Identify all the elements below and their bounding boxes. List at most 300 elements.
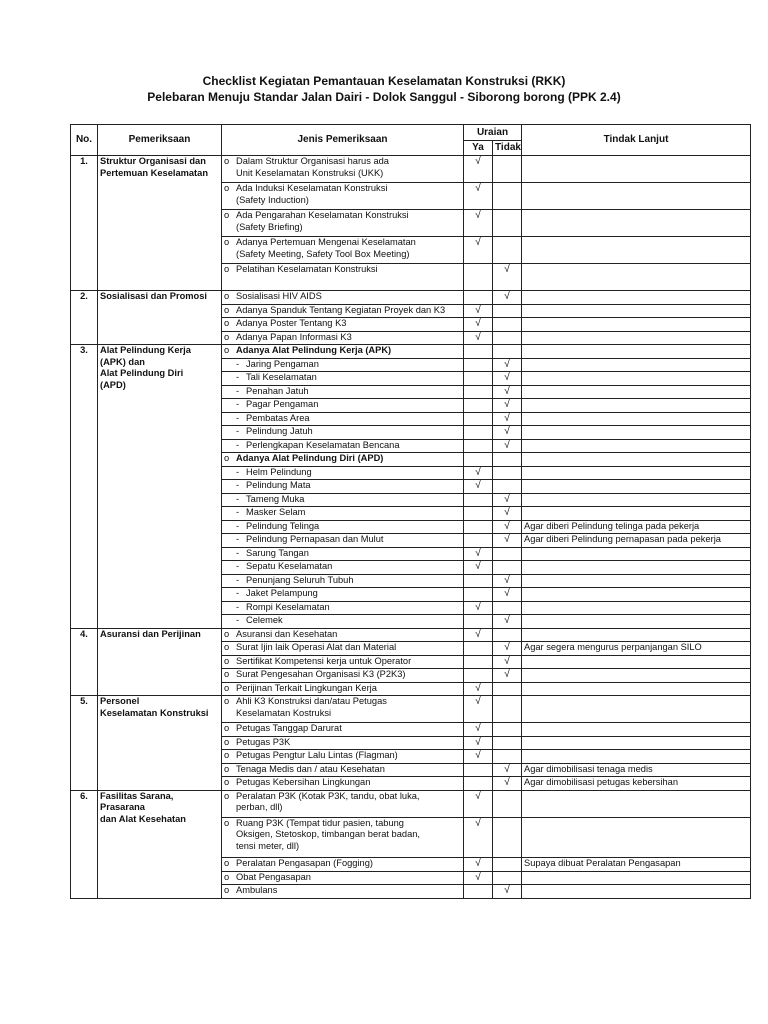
inspection-item xyxy=(222,763,464,777)
inspection-item-text: Unit Keselamatan Konstruksi (UKK) xyxy=(236,167,384,178)
ya-cell xyxy=(464,480,493,494)
section-title-line: Sosialisasi dan Promosi xyxy=(100,291,207,301)
header-tindak-lanjut: Tindak Lanjut xyxy=(522,125,751,156)
inspection-item-line xyxy=(224,156,461,168)
header-pemeriksaan: Pemeriksaan xyxy=(98,125,222,156)
inspection-item-line xyxy=(224,210,461,222)
bullet-marker: o xyxy=(224,628,230,639)
ya-cell xyxy=(464,466,493,480)
tindak-lanjut-cell xyxy=(522,183,751,210)
dash-marker: - xyxy=(236,561,240,571)
inspection-item xyxy=(222,412,464,426)
section-title-line: Personel xyxy=(100,696,140,706)
tidak-cell xyxy=(493,358,522,372)
ya-cell xyxy=(464,304,493,318)
tindak-lanjut-cell xyxy=(522,507,751,521)
checkmark-icon: √ xyxy=(504,588,510,599)
checkmark-icon: √ xyxy=(475,682,481,694)
inspection-item-line xyxy=(224,222,461,234)
header-no: No. xyxy=(71,125,98,156)
tidak-cell xyxy=(493,331,522,345)
bullet-marker: o xyxy=(224,318,230,328)
bullet-marker: o xyxy=(224,669,230,679)
bullet-marker: o xyxy=(224,237,230,247)
inspection-item-line xyxy=(224,764,461,776)
section-title xyxy=(98,628,222,696)
ya-cell xyxy=(464,520,493,534)
ya-cell xyxy=(464,345,493,359)
section-title xyxy=(98,156,222,291)
header-ya: Ya xyxy=(464,141,493,156)
section-title-line: Fasilitas Sarana, xyxy=(100,790,174,801)
tindak-lanjut-cell xyxy=(522,439,751,453)
inspection-item-line xyxy=(224,575,461,587)
ya-cell xyxy=(464,412,493,426)
tidak-cell xyxy=(493,817,522,858)
tidak-cell xyxy=(493,156,522,183)
tindak-lanjut-cell xyxy=(522,696,751,723)
inspection-item-text: Oksigen, Stetoskop, timbangan berat badan, xyxy=(236,829,420,840)
inspection-item-line xyxy=(224,413,461,425)
ya-cell xyxy=(464,183,493,210)
inspection-item-line xyxy=(224,183,461,195)
inspection-item-line xyxy=(224,829,461,841)
tidak-cell xyxy=(493,601,522,615)
bullet-marker: o xyxy=(224,210,230,220)
inspection-item-text: perban, dll) xyxy=(236,802,283,813)
tidak-cell xyxy=(493,871,522,885)
section-title-line: Keselamatan Konstruksi xyxy=(100,707,209,718)
section-title xyxy=(98,790,222,898)
inspection-item-text: Pelindung Mata xyxy=(246,480,311,490)
ya-cell xyxy=(464,561,493,575)
table-row xyxy=(71,345,751,359)
checkmark-icon: √ xyxy=(475,736,481,748)
inspection-item xyxy=(222,493,464,507)
tidak-cell xyxy=(493,642,522,656)
tindak-lanjut-cell: Agar dimobilisasi tenaga medis xyxy=(522,763,751,777)
inspection-item-line xyxy=(224,656,461,668)
tidak-cell xyxy=(493,493,522,507)
tidak-cell xyxy=(493,736,522,750)
ya-cell xyxy=(464,372,493,386)
inspection-item-line xyxy=(224,345,461,357)
inspection-item-line xyxy=(224,332,461,344)
inspection-item xyxy=(222,615,464,629)
tindak-lanjut-cell xyxy=(522,237,751,264)
tidak-cell xyxy=(493,588,522,602)
dash-marker: - xyxy=(236,534,240,544)
inspection-item xyxy=(222,520,464,534)
checkmark-icon: √ xyxy=(504,264,510,275)
section-title xyxy=(98,291,222,345)
inspection-item-line xyxy=(224,386,461,398)
tidak-cell xyxy=(493,345,522,359)
inspection-item-text: Peralatan P3K (Kotak P3K, tandu, obat luka, xyxy=(236,790,420,801)
section-number: 6. xyxy=(71,790,98,898)
inspection-item-text: Sarung Tangan xyxy=(246,547,309,558)
tindak-lanjut-cell: Agar segera mengurus perpanjangan SILO xyxy=(522,642,751,656)
ya-cell xyxy=(464,493,493,507)
inspection-item-line xyxy=(224,264,461,276)
checkmark-icon: √ xyxy=(475,156,481,167)
table-row xyxy=(71,291,751,305)
dash-marker: - xyxy=(236,507,240,517)
table-row xyxy=(71,790,751,817)
checkmark-icon: √ xyxy=(475,547,481,559)
inspection-item xyxy=(222,642,464,656)
inspection-item xyxy=(222,885,464,899)
section-title-line: (APK) dan xyxy=(100,356,145,367)
tidak-cell xyxy=(493,507,522,521)
checkmark-icon: √ xyxy=(475,858,481,869)
inspection-item-text: Pelindung Pernapasan dan Mulut xyxy=(246,534,384,544)
inspection-item xyxy=(222,736,464,750)
inspection-item-text: Adanya Alat Pelindung Diri (APD) xyxy=(236,453,384,463)
checkmark-icon: √ xyxy=(475,480,481,491)
inspection-item-line xyxy=(224,818,461,830)
tidak-cell xyxy=(493,696,522,723)
inspection-item xyxy=(222,696,464,723)
inspection-item-line xyxy=(224,696,461,708)
inspection-item-text: Petugas P3K xyxy=(236,736,291,747)
inspection-item xyxy=(222,210,464,237)
inspection-item xyxy=(222,304,464,318)
tindak-lanjut-cell xyxy=(522,493,751,507)
inspection-item-text: Ruang P3K (Tempat tidur pasien, tabung xyxy=(236,817,404,828)
inspection-item-text: Adanya Alat Pelindung Kerja (APK) xyxy=(236,345,392,355)
dash-marker: - xyxy=(236,588,240,598)
tidak-cell xyxy=(493,763,522,777)
inspection-item-line xyxy=(224,669,461,681)
inspection-item-text: (Safety Meeting, Safety Tool Box Meeting) xyxy=(236,248,410,259)
bullet-marker: o xyxy=(224,655,230,666)
ya-cell xyxy=(464,655,493,669)
tidak-cell xyxy=(493,561,522,575)
tidak-cell xyxy=(493,318,522,332)
inspection-item xyxy=(222,399,464,413)
bullet-marker: o xyxy=(224,156,230,166)
inspection-item xyxy=(222,331,464,345)
tindak-lanjut-cell xyxy=(522,628,751,642)
inspection-item-text: Adanya Papan Informasi K3 xyxy=(236,331,352,342)
dash-marker: - xyxy=(236,466,240,477)
ya-cell xyxy=(464,507,493,521)
inspection-item xyxy=(222,561,464,575)
section-title-line: Prasarana xyxy=(100,802,145,813)
inspection-item xyxy=(222,318,464,332)
ya-cell xyxy=(464,547,493,561)
inspection-item-line xyxy=(224,359,461,371)
inspection-item-text: Ada Induksi Keselamatan Konstruksi xyxy=(236,183,388,193)
inspection-item-text: Obat Pengasapan xyxy=(236,871,311,882)
inspection-item-text: Rompi Keselamatan xyxy=(246,601,330,612)
section-title xyxy=(98,696,222,791)
bullet-marker: o xyxy=(224,777,230,787)
bullet-marker: o xyxy=(224,304,230,315)
tidak-cell xyxy=(493,237,522,264)
inspection-item-text: Jaket Pelampung xyxy=(246,588,318,598)
tidak-cell xyxy=(493,858,522,872)
ya-cell xyxy=(464,885,493,899)
ya-cell xyxy=(464,156,493,183)
checkmark-icon: √ xyxy=(504,777,510,788)
section-number: 1. xyxy=(71,156,98,291)
inspection-item-line xyxy=(224,399,461,411)
table-row xyxy=(71,156,751,183)
inspection-item-text: Perlengkapan Keselamatan Bencana xyxy=(246,439,400,450)
inspection-item-line xyxy=(224,723,461,735)
tidak-cell xyxy=(493,372,522,386)
inspection-item-line xyxy=(224,237,461,249)
ya-cell xyxy=(464,669,493,683)
tindak-lanjut-cell xyxy=(522,871,751,885)
inspection-item xyxy=(222,858,464,872)
ya-cell xyxy=(464,696,493,723)
tindak-lanjut-cell xyxy=(522,453,751,467)
dash-marker: - xyxy=(236,493,240,504)
tidak-cell xyxy=(493,385,522,399)
bullet-marker: o xyxy=(224,453,230,463)
tidak-cell xyxy=(493,790,522,817)
tindak-lanjut-cell xyxy=(522,372,751,386)
tindak-lanjut-cell xyxy=(522,601,751,615)
inspection-item-line xyxy=(224,629,461,641)
inspection-item-line xyxy=(224,195,461,207)
inspection-item xyxy=(222,345,464,359)
tindak-lanjut-cell: Agar diberi Pelindung pernapasan pada pekerja xyxy=(522,534,751,548)
inspection-item xyxy=(222,790,464,817)
inspection-item-line xyxy=(224,440,461,452)
tindak-lanjut-cell: Agar dimobilisasi petugas kebersihan xyxy=(522,777,751,791)
checkmark-icon: √ xyxy=(475,696,481,707)
inspection-item-text: Keselamatan Kostruksi xyxy=(236,707,332,718)
inspection-item-text: (Safety Induction) xyxy=(236,194,309,205)
tindak-lanjut-cell xyxy=(522,426,751,440)
inspection-item-text: Penahan Jatuh xyxy=(246,385,309,396)
checkmark-icon: √ xyxy=(475,318,481,329)
checkmark-icon: √ xyxy=(475,331,481,343)
tidak-cell xyxy=(493,547,522,561)
section-title-line: Pertemuan Keselamatan xyxy=(100,167,208,178)
inspection-item-text: Celemek xyxy=(246,615,283,625)
inspection-item xyxy=(222,777,464,791)
tindak-lanjut-cell xyxy=(522,750,751,764)
tidak-cell xyxy=(493,264,522,291)
tidak-cell xyxy=(493,682,522,696)
checkmark-icon: √ xyxy=(504,426,510,437)
checklist-table xyxy=(70,124,751,899)
inspection-item-line xyxy=(224,168,461,180)
header-uraian: Uraian xyxy=(464,125,522,141)
inspection-item-text: Adanya Poster Tentang K3 xyxy=(236,318,347,328)
ya-cell xyxy=(464,210,493,237)
section-title-line: Alat Pelindung Kerja xyxy=(100,345,191,355)
header-jenis-pemeriksaan: Jenis Pemeriksaan xyxy=(222,125,464,156)
inspection-item xyxy=(222,156,464,183)
checkmark-icon: √ xyxy=(504,655,510,667)
inspection-item-text: Pelindung Jatuh xyxy=(246,426,313,436)
tindak-lanjut-cell xyxy=(522,264,751,291)
bullet-marker: o xyxy=(224,264,230,274)
section-title xyxy=(98,345,222,629)
ya-cell xyxy=(464,588,493,602)
inspection-item xyxy=(222,871,464,885)
checkmark-icon: √ xyxy=(504,291,510,302)
ya-cell xyxy=(464,439,493,453)
ya-cell xyxy=(464,790,493,817)
bullet-marker: o xyxy=(224,723,230,733)
bullet-marker: o xyxy=(224,736,230,747)
tidak-cell xyxy=(493,885,522,899)
inspection-item xyxy=(222,628,464,642)
tindak-lanjut-cell xyxy=(522,790,751,817)
inspection-item-text: Ambulans xyxy=(236,885,278,895)
inspection-item xyxy=(222,723,464,737)
inspection-item-text: Ada Pengarahan Keselamatan Konstruksi xyxy=(236,210,409,220)
inspection-item-line xyxy=(224,494,461,506)
tidak-cell xyxy=(493,615,522,629)
checkmark-icon: √ xyxy=(504,385,510,397)
inspection-item-text: Petugas Kebersihan Lingkungan xyxy=(236,777,371,787)
inspection-item-line xyxy=(224,561,461,573)
ya-cell xyxy=(464,291,493,305)
inspection-item-line xyxy=(224,802,461,814)
dash-marker: - xyxy=(236,547,240,558)
inspection-item-line xyxy=(224,507,461,519)
tidak-cell xyxy=(493,669,522,683)
section-title-line: (APD) xyxy=(100,379,126,390)
dash-marker: - xyxy=(236,574,240,585)
inspection-item-text: Surat Pengesahan Organisasi K3 (P2K3) xyxy=(236,669,406,679)
tidak-cell xyxy=(493,466,522,480)
inspection-item-line xyxy=(224,841,461,853)
inspection-item-line xyxy=(224,737,461,749)
ya-cell xyxy=(464,642,493,656)
inspection-item-line xyxy=(224,642,461,654)
inspection-item-text: Perijinan Terkait Lingkungan Kerja xyxy=(236,682,377,693)
tidak-cell xyxy=(493,412,522,426)
bullet-marker: o xyxy=(224,858,230,868)
dash-marker: - xyxy=(236,480,240,490)
inspection-item xyxy=(222,183,464,210)
checkmark-icon: √ xyxy=(504,412,510,424)
ya-cell xyxy=(464,615,493,629)
ya-cell xyxy=(464,682,493,696)
tindak-lanjut-cell xyxy=(522,736,751,750)
inspection-item xyxy=(222,264,464,291)
inspection-item-line xyxy=(224,453,461,465)
tindak-lanjut-cell: Supaya dibuat Peralatan Pengasapan xyxy=(522,858,751,872)
dash-marker: - xyxy=(236,372,240,382)
inspection-item xyxy=(222,358,464,372)
bullet-marker: o xyxy=(224,817,230,828)
ya-cell xyxy=(464,736,493,750)
bullet-marker: o xyxy=(224,763,230,774)
header-tidak: Tidak xyxy=(493,141,522,156)
inspection-item xyxy=(222,372,464,386)
checkmark-icon: √ xyxy=(504,399,510,410)
tindak-lanjut-cell xyxy=(522,345,751,359)
inspection-item-line xyxy=(224,858,461,870)
inspection-item-line xyxy=(224,480,461,492)
ya-cell xyxy=(464,777,493,791)
tindak-lanjut-cell xyxy=(522,817,751,858)
inspection-item-text: Tameng Muka xyxy=(246,493,305,504)
tidak-cell xyxy=(493,777,522,791)
section-title-line: Asuransi dan Perijinan xyxy=(100,628,201,639)
section-title-line: dan Alat Kesehatan xyxy=(100,813,186,824)
tindak-lanjut-cell xyxy=(522,655,751,669)
checkmark-icon: √ xyxy=(504,507,510,518)
dash-marker: - xyxy=(236,399,240,409)
ya-cell xyxy=(464,601,493,615)
inspection-item-line xyxy=(224,615,461,627)
checklist-body xyxy=(71,156,751,899)
section-number: 2. xyxy=(71,291,98,345)
inspection-item-text: Petugas Tanggap Darurat xyxy=(236,723,342,733)
tidak-cell xyxy=(493,520,522,534)
inspection-item-line xyxy=(224,318,461,330)
dash-marker: - xyxy=(236,601,240,612)
inspection-item-line xyxy=(224,291,461,303)
tidak-cell xyxy=(493,183,522,210)
ya-cell xyxy=(464,426,493,440)
inspection-item xyxy=(222,534,464,548)
ya-cell xyxy=(464,453,493,467)
checkmark-icon: √ xyxy=(504,493,510,505)
inspection-item xyxy=(222,817,464,858)
checkmark-icon: √ xyxy=(475,871,481,883)
inspection-item-text: Sepatu Keselamatan xyxy=(246,561,333,571)
bullet-marker: o xyxy=(224,696,230,706)
tidak-cell xyxy=(493,210,522,237)
checkmark-icon: √ xyxy=(475,628,481,640)
inspection-item-text: Adanya Spanduk Tentang Kegiatan Proyek dan K3 xyxy=(236,304,446,315)
inspection-item xyxy=(222,453,464,467)
tidak-cell xyxy=(493,399,522,413)
checkmark-icon: √ xyxy=(504,574,510,586)
inspection-item xyxy=(222,426,464,440)
inspection-item xyxy=(222,237,464,264)
checkmark-icon: √ xyxy=(504,642,510,653)
dash-marker: - xyxy=(236,615,240,625)
tindak-lanjut-cell xyxy=(522,615,751,629)
inspection-item-line xyxy=(224,249,461,261)
section-title-line: Struktur Organisasi dan xyxy=(100,156,206,166)
inspection-item-line xyxy=(224,372,461,384)
tindak-lanjut-cell xyxy=(522,291,751,305)
tidak-cell xyxy=(493,628,522,642)
checkmark-icon: √ xyxy=(475,304,481,316)
checkmark-icon: √ xyxy=(504,615,510,626)
checkmark-icon: √ xyxy=(504,372,510,383)
inspection-item-line xyxy=(224,708,461,720)
inspection-item xyxy=(222,588,464,602)
checkmark-icon: √ xyxy=(504,885,510,896)
checkmark-icon: √ xyxy=(475,561,481,572)
tidak-cell xyxy=(493,439,522,453)
checkmark-icon: √ xyxy=(475,750,481,761)
checkmark-icon: √ xyxy=(504,520,510,532)
inspection-item-text: Pelatihan Keselamatan Konstruksi xyxy=(236,264,378,274)
bullet-marker: o xyxy=(224,331,230,342)
tindak-lanjut-cell xyxy=(522,885,751,899)
ya-cell xyxy=(464,318,493,332)
dash-marker: - xyxy=(236,412,240,423)
dash-marker: - xyxy=(236,385,240,396)
inspection-item-text: Surat Ijin laik Operasi Alat dan Material xyxy=(236,642,397,652)
